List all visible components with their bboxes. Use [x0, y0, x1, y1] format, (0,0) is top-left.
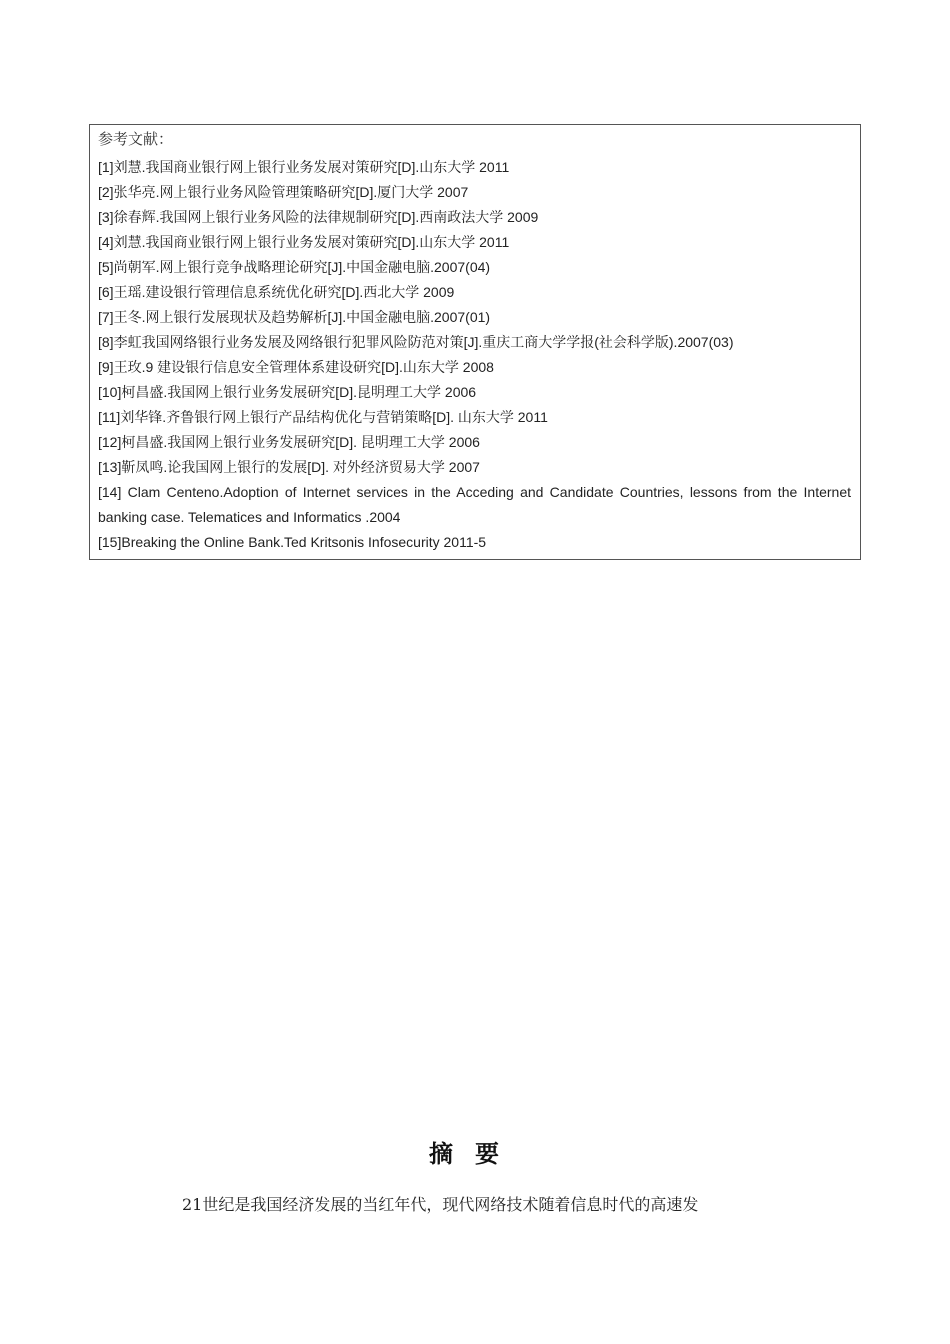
reference-item: [4]刘慧.我国商业银行网上银行业务发展对策研究[D].山东大学 2011	[98, 234, 510, 250]
reference-item: [7]王冬.网上银行发展现状及趋势解析[J].中国金融电脑.2007(01)	[98, 309, 491, 325]
references-heading: 参考文献：	[98, 130, 174, 148]
reference-item: [10]柯昌盛.我国网上银行业务发展研究[D].昆明理工大学 2006	[98, 384, 477, 400]
reference-item: [14] Clam Centeno.Adoption of Internet services in the Acceding and Candidate Countries, lessons from the Internet banking case. Telematices and Informatics .2004	[98, 484, 851, 525]
references-list	[98, 155, 851, 555]
reference-item: [15]Breaking the Online Bank.Ted Kritsonis Infosecurity 2011-5	[98, 534, 487, 550]
reference-item: [13]靳凤鸣.论我国网上银行的发展[D]. 对外经济贸易大学 2007	[98, 459, 480, 475]
reference-item: [5]尚朝军.网上银行竞争战略理论研究[J].中国金融电脑.2007(04)	[98, 259, 491, 275]
reference-item: [1]刘慧.我国商业银行网上银行业务发展对策研究[D].山东大学 2011	[98, 159, 510, 175]
reference-item: [9]王玫.9 建设银行信息安全管理体系建设研究[D].山东大学 2008	[98, 359, 494, 375]
reference-item: [8]李虹我国网络银行业务发展及网络银行犯罪风险防范对策[J].重庆工商大学学报(社会科学版).2007(03)	[98, 334, 734, 350]
abstract-title: 摘要	[429, 1140, 521, 1168]
reference-item: [3]徐春辉.我国网上银行业务风险的法律规制研究[D].西南政法大学 2009	[98, 209, 539, 225]
reference-item: [12]柯昌盛.我国网上银行业务发展研究[D]. 昆明理工大学 2006	[98, 434, 480, 450]
references-box	[89, 124, 861, 560]
reference-item: [2]张华亮.网上银行业务风险管理策略研究[D].厦门大学 2007	[98, 184, 469, 200]
reference-item: [11]刘华锋.齐鲁银行网上银行产品结构优化与营销策略[D]. 山东大学 2011	[98, 409, 548, 425]
abstract-first-line: 21世纪是我国经济发展的当红年代，现代网络技术随着信息时代的高速发	[182, 1195, 699, 1214]
reference-item: [6]王瑶.建设银行管理信息系统优化研究[D].西北大学 2009	[98, 284, 455, 300]
